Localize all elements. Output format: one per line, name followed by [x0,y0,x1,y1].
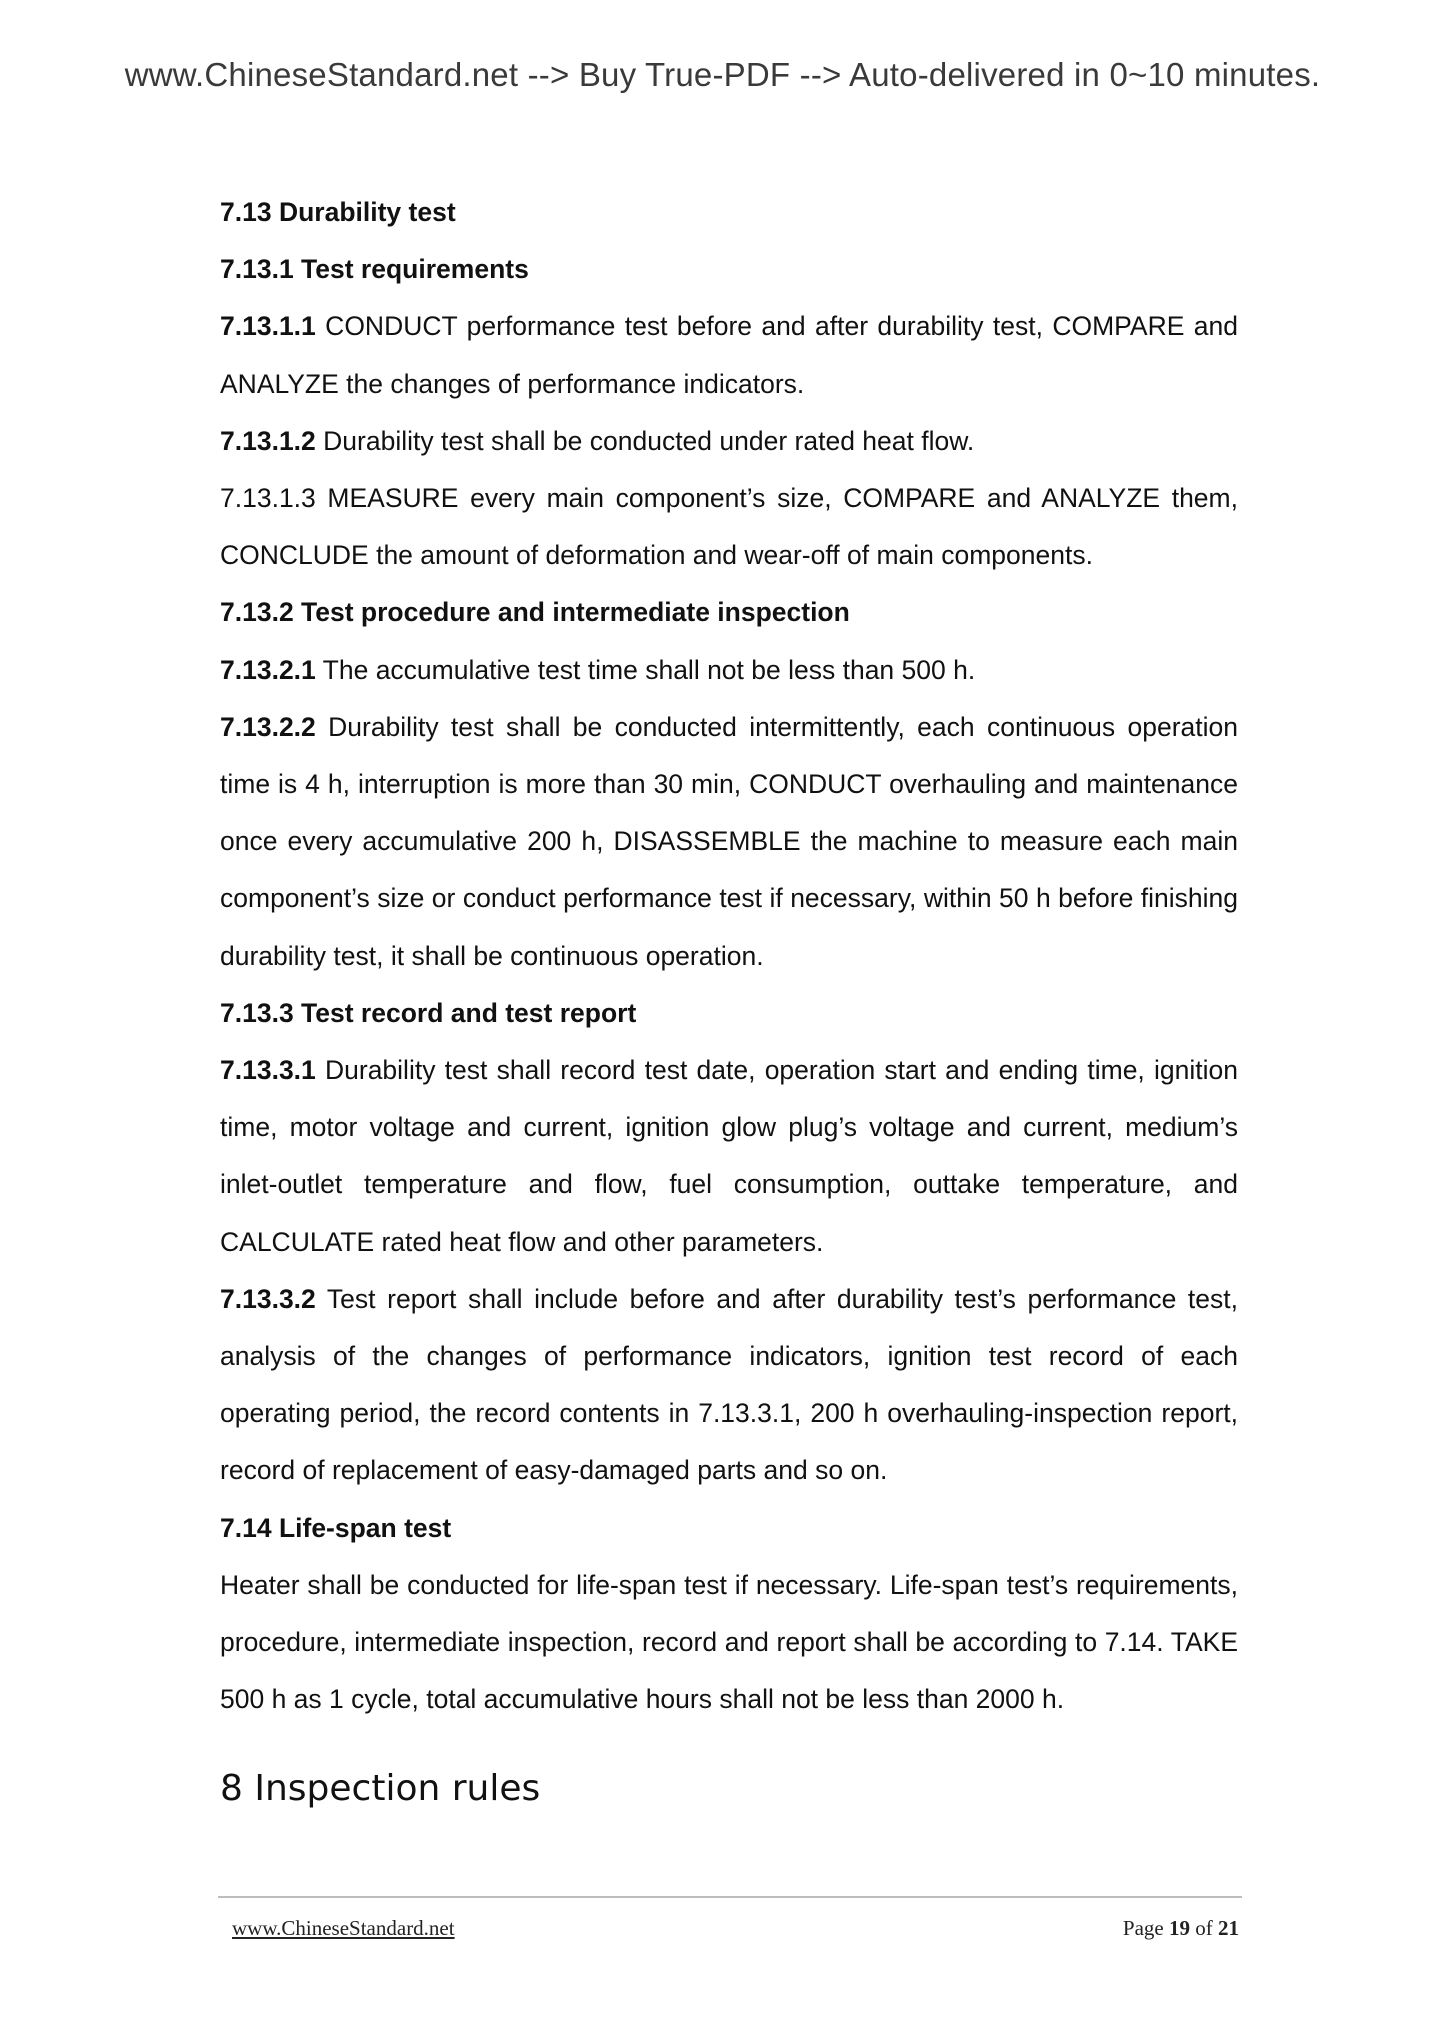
heading-7-13-2: 7.13.2 Test procedure and intermediate inspection [220,597,850,628]
clause-number: 7.13.2.1 [220,654,316,685]
clause-number: 7.13.2.2 [220,711,316,742]
heading-7-13-3: 7.13.3 Test record and test report [220,997,637,1028]
page-indicator [1123,1916,1239,1941]
clause-text: Durability test shall be conducted under rated heat flow. [315,425,975,456]
heading-7-13: 7.13 Durability test [220,197,456,227]
clause-text: Durability test shall be conducted intermittently, each continuous operation time is 4 h, interruption is more than 30 min, CONDUCT overhauling and maintenance once every accumulative 200 h, DISASSEMBLE the machine to measure each main component’s size or conduct performance test if necessary, within 50 h before finishing durability test, it shall be continuous operation. [220,711,1238,971]
clause-text: The accumulative test time shall not be less than 500 h. [315,654,976,685]
page-separator: of [1190,1916,1218,1940]
footer-divider [218,1896,1242,1898]
document-body [220,184,1238,1728]
clause-7-13-3-1 [220,1042,1238,1271]
clause-7-13-2-2 [220,699,1238,985]
clause-number: 7.13.3.2 [220,1283,316,1314]
clause-text: CONDUCT performance test before and after durability test, COMPARE and ANALYZE the changes of performance indicators. [220,311,1238,399]
clause-text: Durability test shall record test date, operation start and ending time, ignition time, motor voltage and current, ignition glow plug’s voltage and current, medium’s inlet-outlet temperature and flow, fuel consumption, outtake temperature, and CALCULATE rated heat flow and other parameters. [220,1055,1238,1257]
clause-7-13-1-2 [220,413,1238,470]
site-banner: www.ChineseStandard.net --> Buy True-PDF --> Auto-delivered in 0~10 minutes. [124,56,1321,93]
heading-7-14: 7.14 Life-span test [220,1512,452,1543]
clause-7-13-3-2 [220,1271,1238,1500]
clause-number: 7.13.3.1 [220,1055,316,1086]
clause-number: 7.13.1.1 [220,311,316,342]
page-current: 19 [1169,1916,1190,1940]
heading-7-13-1: 7.13.1 Test requirements [220,254,529,285]
paragraph-7-14: Heater shall be conducted for life-span test if necessary. Life-span test’s requirements, procedure, intermediate inspection, record and report shall be according to 7.14. TAKE 500 h as 1 cycle, total accumulative hours shall not be less than 2000 h. [220,1569,1238,1715]
clause-7-13-1-1 [220,298,1238,412]
page-total: 21 [1218,1916,1239,1940]
clause-number: 7.13.1.2 [220,425,316,456]
clause-text: Test report shall include before and after durability test’s performance test, analysis of the changes of performance indicators, ignition test record of each operating period, the record contents in 7.13.3.1, 200 h overhauling-inspection report, record of replacement of easy-damaged parts and so on. [220,1283,1238,1486]
clause-7-13-1-3 [220,470,1238,584]
clause-text: 7.13.1.3 MEASURE every main component’s size, COMPARE and ANALYZE them, CONCLUDE the amount of deformation and wear-off of main components. [220,483,1238,571]
footer-site-link[interactable]: www.ChineseStandard.net [232,1916,455,1940]
section-title: 8 Inspection rules [220,1768,541,1809]
clause-7-13-2-1 [220,642,1238,699]
page-prefix: Page [1122,1916,1169,1940]
